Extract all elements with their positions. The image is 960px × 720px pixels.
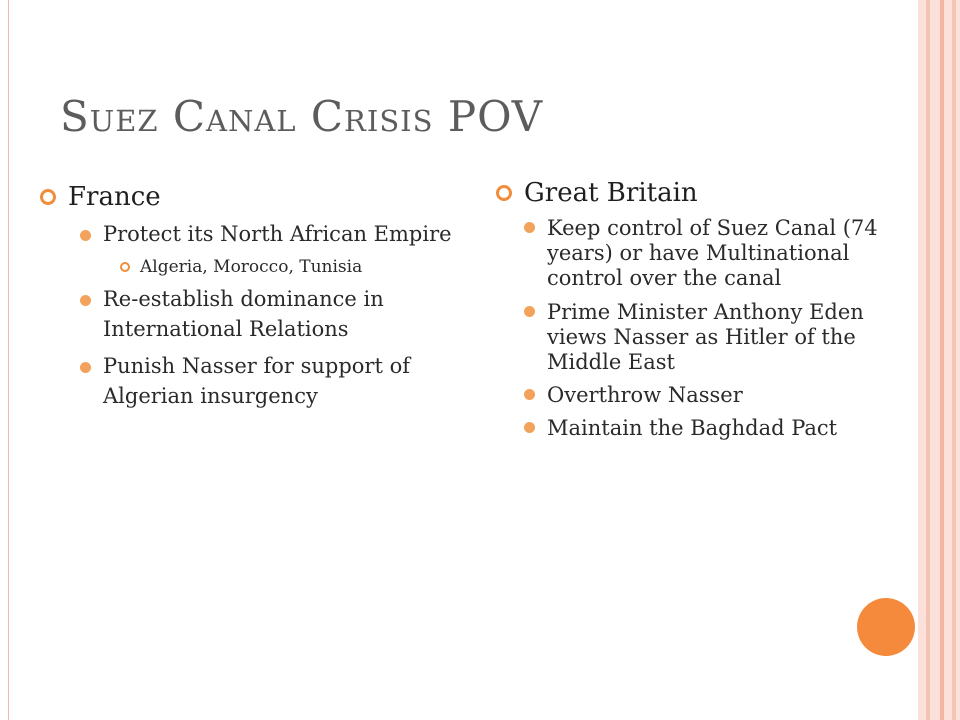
list-item	[80, 220, 460, 249]
dot-bullet-icon	[524, 389, 535, 400]
stripe-5	[944, 0, 952, 720]
list-item	[80, 285, 460, 344]
list-item-text: Prime Minister Anthony Eden views Nasser as Hitler of the Middle East	[547, 299, 864, 374]
france-heading-row	[40, 182, 460, 212]
ring-bullet-icon	[496, 185, 512, 201]
stripe-7	[956, 0, 960, 720]
slide-title: Suez Canal Crisis POV	[60, 92, 544, 141]
ring-bullet-icon	[120, 262, 130, 272]
great-britain-heading-row	[496, 178, 926, 208]
sub-list-item-text: Algeria, Morocco, Tunisia	[140, 257, 363, 278]
dot-bullet-icon	[524, 422, 535, 433]
list-item	[524, 383, 926, 408]
list-item-text: Overthrow Nasser	[547, 383, 743, 408]
list-item	[524, 216, 926, 292]
great-britain-heading: Great Britain	[524, 178, 698, 208]
list-item-text: Protect its North African Empire	[103, 222, 452, 246]
decorative-circle-icon	[857, 598, 915, 656]
left-frame-line	[8, 0, 9, 720]
sub-list-item	[120, 257, 460, 277]
dot-bullet-icon	[80, 230, 91, 241]
stripe-3	[930, 0, 940, 720]
dot-bullet-icon	[524, 222, 535, 233]
france-heading: France	[68, 182, 161, 212]
dot-bullet-icon	[80, 362, 91, 373]
ring-bullet-icon	[40, 189, 56, 205]
dot-bullet-icon	[80, 295, 91, 306]
list-item	[524, 300, 926, 376]
list-item	[524, 416, 926, 441]
list-item	[80, 352, 460, 411]
list-item-text: Maintain the Baghdad Pact	[547, 416, 838, 441]
great-britain-column	[496, 178, 926, 442]
france-column	[40, 182, 460, 411]
list-item-text: Keep control of Suez Canal (74 years) or have Multinational control over the canal	[547, 216, 878, 291]
list-item-text: Re-establish dominance in International Relations	[103, 287, 384, 341]
dot-bullet-icon	[524, 306, 535, 317]
list-item-text: Punish Nasser for support of Algerian insurgency	[103, 354, 410, 408]
